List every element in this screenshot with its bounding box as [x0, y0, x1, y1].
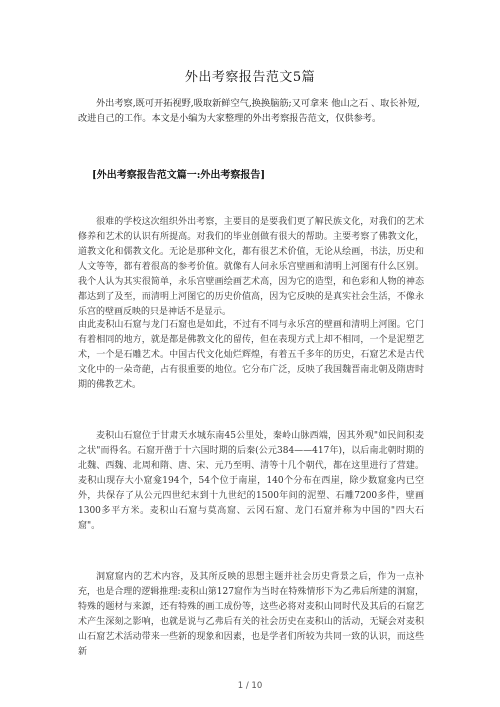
- document-title: 外出考察报告范文5篇: [184, 70, 316, 85]
- body-paragraph: 由此麦积山石窟与龙门石窟也是如此，不过有不同与永乐宫的壁画和清明上河图。它门有着相同的地方，就是都是佛教文化的留传，但在表现方式上却不相同，一个是泥塑艺术，一个是石雕艺术。中国古代文化灿烂辉煌，有着五千多年的历史，石窟艺术是古代文化中的一朵奇葩，占有很重要的地位。它分布广泛，反映了我国魏晋南北朝及隋唐时期的佛教艺术。: [78, 320, 424, 390]
- section-heading: [外出考察报告范文篇一:外出考察报告]: [92, 170, 266, 181]
- intro-paragraph: 外出考察,既可开拓视野,吸取新鲜空气,换换脑筋;又可拿来 他山之石 、取长补短,改进自己的工作。本文是小编为大家整理的外出考察报告范文，仅供参考。: [78, 98, 420, 124]
- body-paragraph: 洞窟窟内的艺术内容，及其所反映的思想主题并社会历史背景之后，作为一点补充，也是合理的逻辑推理:麦积山第127窟作为当时在特殊情形下为乙弗后所建的洞窟，特殊的题材与来源，还有特殊的画工成份等，这些必将对麦积山同时代及其后的石窟艺术产生深刻之影响，也就是说与乙弗后有关的社会历史在麦积山的活动，无疑会对麦积山石窟艺术活动带来一些新的现象和因素，也是学者们所较为共同一致的认识，而这些新: [78, 572, 424, 657]
- body-paragraph: 麦积山石窟位于甘肃天水城东南45公里处，秦岭山脉西端，因其外观"如民间积麦之状"而得名。石窟开凿于十六国时期的后秦(公元384——417年)，以后南北朝时期的北魏、西魏、北周和隋、唐、宋、元乃至明、清等十几个朝代，都在这里进行了营建。麦积山现存大小窟龛194个，54个位于南崖，140个分布在西崖，除少数窟龛内已空外，共保存了从公元四世纪末到十九世纪的1500年间的泥塑、石雕7200多件，壁画1300多平方米。麦积山石窟与莫高窟、云冈石窟、龙门石窟并称为中国的"四大石窟"。: [78, 431, 424, 531]
- page-number: 1 / 10: [237, 681, 263, 691]
- body-paragraph: 很难的学校这次组织外出考察，主要目的是要我们更了解民族文化，对我们的艺术修养和艺术的认识有所提高。对我们的毕业创做有很大的帮助。主要考察了佛教文化，道教文化和儒教文化。无论是那种文化，都有很艺术价值，无论从绘画，书法，历史和人文等等，都有着很高的参考价值。就像有人问永乐宫壁画和清明上河图有什么区别。我个人认为其实很简单，永乐宫壁画绘画艺术高，因为它的造型，和色彩和人物的神态都达到了及至，而清明上河图它的历史价值高，因为它反映的是真实社会生活，不像永乐宫的壁画反映的只是神话不是显示。: [78, 217, 424, 317]
